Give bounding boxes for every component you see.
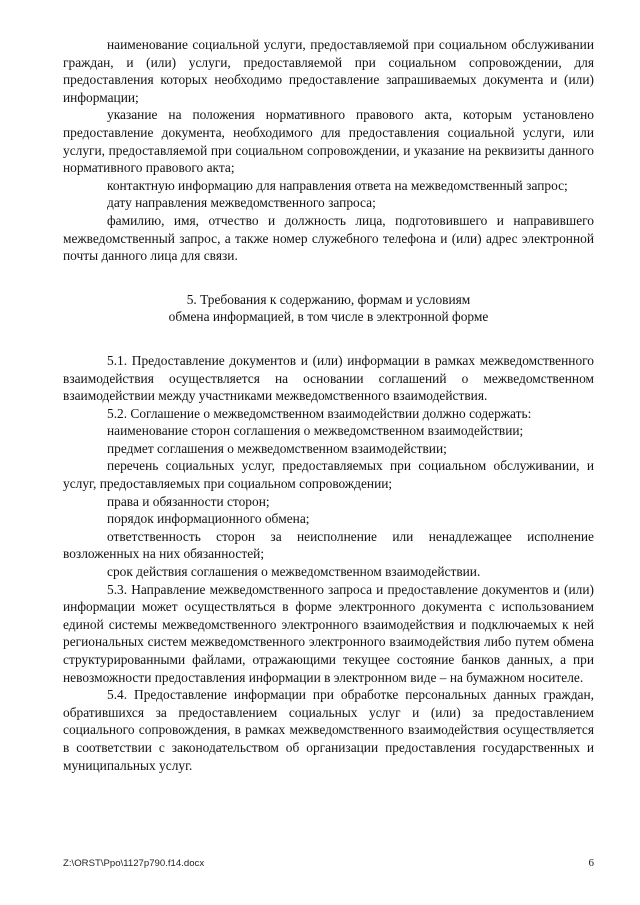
section-paragraph: права и обязанности сторон;	[107, 493, 270, 509]
footer-file-path: Z:\ORST\Ppo\1127p790.f14.docx	[63, 858, 205, 869]
section-paragraph: ответственность сторон за неисполнение или ненадлежащее исполнение возложенных на них обязанностей;	[63, 528, 594, 562]
section-heading-line: 5. Требования к содержанию, формам и условиям	[186, 291, 471, 307]
section-paragraph: 5.2. Соглашение о межведомственном взаимодействии должно содержать:	[107, 405, 532, 421]
section-paragraph: срок действия соглашения о межведомственном взаимодействии.	[107, 564, 481, 580]
section-paragraph: перечень социальных услуг, предоставляемых при социальном обслуживании, и услуг, предоставляемых при социальном сопровождении;	[63, 458, 594, 492]
section-heading	[63, 291, 594, 326]
section-paragraph: 5.3. Направление межведомственного запроса и предоставление документов и (или) информации может осуществляться в форме электронного документа с использованием единой системы межведомственного электронного взаимодействия и подключаемых к ней региональных систем межведомственного электронного взаимодействия либо путем обмена структурированными файлами, отражающими текущее состояние банков данных, а при невозможности предоставления информации в электронном виде – на бумажном носителе.	[63, 581, 594, 685]
section-heading-line: обмена информацией, в том числе в электронной форме	[168, 309, 489, 325]
page-body	[63, 36, 594, 774]
section-paragraph: 5.1. Предоставление документов и (или) информации в рамках межведомственного взаимодействия осуществляется на основании соглашений о межведомственном взаимодействии между участниками межведомственного взаимодействия.	[63, 352, 594, 404]
intro-paragraph: фамилию, имя, отчество и должность лица, подготовившего и направившего межведомственный запрос, а также номер служебного телефона и (или) адрес электронной почты данного лица для связи.	[63, 212, 594, 264]
section-paragraph: предмет соглашения о межведомственном взаимодействии;	[107, 440, 447, 456]
intro-paragraph: указание на положения нормативного правового акта, которым установлено предоставление документа, необходимого для предоставления социальной услуги, или услуги, предоставляемой при социальном сопровождении, и указание на реквизиты данного нормативного правового акта;	[63, 107, 594, 176]
section-paragraph: наименование сторон соглашения о межведомственном взаимодействии;	[107, 423, 524, 439]
intro-paragraph: наименование социальной услуги, предоставляемой при социальном обслуживании граждан, и (или) услуги, предоставляемой при социальном сопровождении, для предоставления которых необходимо предоставление запрашиваемых документа и (или) информации;	[63, 37, 594, 105]
page-number: 6	[588, 857, 594, 869]
intro-paragraph: контактную информацию для направления ответа на межведомственный запрос;	[107, 177, 568, 193]
section-paragraph: 5.4. Предоставление информации при обработке персональных данных граждан, обратившихся за предоставлением социальных услуг и (или) за предоставлением социального сопровождения, в рамках межведомственного взаимодействия осуществляется в соответствии с законодательством об организации предоставления государственных и муниципальных услуг.	[63, 687, 594, 773]
intro-paragraph: дату направления межведомственного запроса;	[107, 195, 376, 211]
section-paragraph: порядок информационного обмена;	[107, 511, 310, 527]
